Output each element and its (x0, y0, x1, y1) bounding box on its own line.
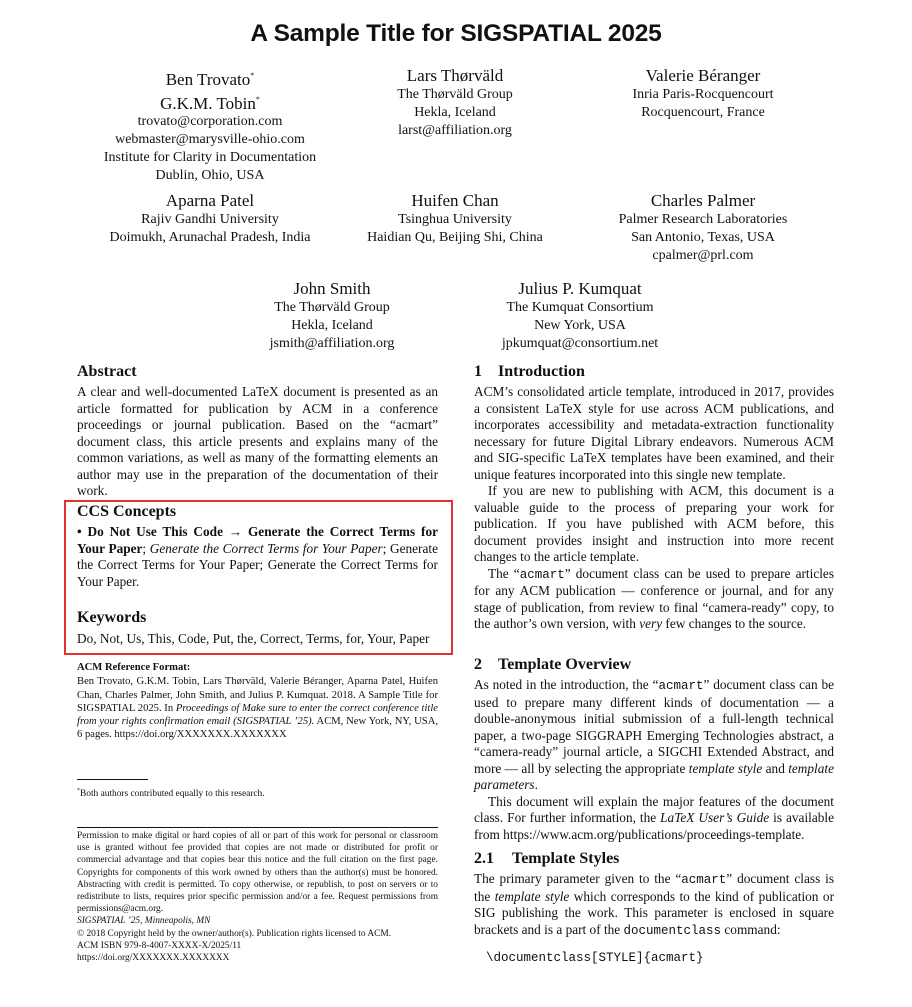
template-styles-heading: 2.1 Template Styles (474, 850, 620, 867)
footnote (77, 785, 438, 800)
author-name: Julius P. Kumquat (518, 279, 642, 298)
author-affiliation: Institute for Clarity in Documentation (103, 150, 317, 165)
latex-logo: LaTeX (569, 450, 607, 465)
intro-paragraph-3: The “acmart” document class can be used to prepare articles for any ACM publication — conference or journal, and for any stage of publication, from review to final “camera-ready” copy, to the author’s own version, with very few changes to the source. (474, 565, 834, 631)
paper-title: A Sample Title for SIGSPATIAL 2025 (250, 20, 662, 47)
code-inline: acmart (681, 873, 727, 887)
footnote-mark: * (77, 788, 80, 794)
author-affiliation: Inria Paris-Rocquencourt (632, 86, 774, 102)
code-block: \documentclass[STYLE]{acmart} (486, 951, 704, 965)
ccs-bullet: • (77, 524, 82, 539)
keywords-text: Do, Not, Us, This, Code, Put, the, Correct, Terms, for, Your, Paper (77, 631, 430, 646)
author-block-kumquat (475, 279, 685, 353)
author-affiliation: The Kumquat Consortium (506, 299, 654, 315)
footnote-rule (77, 779, 148, 780)
author-affiliation: The Thørväld Group (274, 299, 390, 315)
author-email: jsmith@affiliation.org (269, 335, 395, 351)
author-name: Charles Palmer (650, 191, 756, 210)
reference-format-section (77, 661, 438, 742)
latex-logo: LaTeX (545, 400, 583, 416)
author-location: Dublin, Ohio, USA (155, 168, 265, 183)
author-name: Huifen Chan (411, 191, 499, 210)
author-block-smith (232, 279, 432, 353)
ccs-heading: CCS Concepts (77, 503, 177, 520)
abstract-section (77, 362, 438, 500)
author-email: cpalmer@prl.com (652, 247, 754, 263)
permission-rule (77, 827, 438, 828)
author-affiliation: The Thørväld Group (397, 86, 513, 102)
author-name: Valerie Béranger (645, 66, 761, 85)
author-block-patel (80, 191, 340, 247)
author-name: Ben Trovato* (165, 70, 255, 89)
author-block-beranger (588, 66, 818, 122)
template-styles-section (474, 849, 834, 965)
author-location: Doimukh, Arunachal Pradesh, India (109, 229, 311, 245)
ccs-text: • Do Not Use This Code → Generate the Correct Terms for Your Paper; Generate the Correct Terms for Your Paper; Generate the Correct Terms for Your Paper; Generate the Correct Terms for Your Paper. (77, 524, 438, 589)
section-number: 2.1 (474, 850, 494, 867)
footnote-text: Both authors contributed equally to this research. (80, 789, 265, 799)
author-block-thorvald (345, 66, 565, 140)
ccs-secondary-concept: Generate the Correct Terms for Your Paper (149, 540, 383, 556)
author-block-chan (345, 191, 565, 247)
code-inline: documentclass (623, 923, 722, 938)
author-affiliation: Tsinghua University (398, 211, 512, 227)
code-inline: acmart (658, 679, 704, 693)
section-number: 2 (474, 656, 482, 673)
author-location: New York, USA (534, 317, 626, 333)
overview-paragraph-1: As noted in the introduction, the “acmart” document class can be used to prepare many different kinds of documentation — a double-anonymous initial submission of a full-length technical paper, a two-page SIGGRAPH Emerging Technologies abstract, a “camera-ready” journal article, a SIGCHI Extended Abstract, and more — all by selecting the appropriate template style and template parameters. (474, 677, 835, 792)
author-location: Rocquencourt, France (641, 104, 765, 120)
author-name: G.K.M. Tobin* (160, 93, 260, 113)
author-email: webmaster@marysville-ohio.com (115, 132, 305, 147)
author-location: San Antonio, Texas, USA (631, 229, 775, 245)
introduction-section (474, 362, 834, 633)
reference-format-text: Ben Trovato, G.K.M. Tobin, Lars Thørväld, Valerie Béranger, Aparna Patel, Huifen Chan, Charles Palmer, John Smith, and Julius P. Kumquat. 2018. A Sample Title for SIGSPATIAL 2025. In Proceedings of Make sure to enter the correct conference title from your rights confirmation email (SIGSPATIAL ’25). ACM, New York, NY, USA, 6 pages. https://doi.org/XXXXXXX.XXXXXXX (77, 676, 438, 741)
author-affiliation: Rajiv Gandhi University (141, 211, 279, 227)
author-affiliation: Palmer Research Laboratories (618, 211, 788, 227)
author-location: Haidian Qu, Beijing Shi, China (367, 229, 543, 245)
author-name: Lars Thørväld (406, 66, 504, 85)
footnote-mark: * (255, 94, 260, 104)
template-overview-heading: 2 Template Overview (474, 656, 632, 673)
ccs-primary-concept: Do Not Use This Code → Generate the Correct Terms for Your Paper (77, 524, 438, 556)
permission-text: Permission to make digital or hard copies of all or part of this work for personal or classroom use is granted without fee provided that copies are not made or distributed for profit or commercial advantage and that copies bear this notice and the full citation on the first page. Copyrights for components of this work owned by others than the author(s) must be honored. Abstracting with credit is permitted. To copy otherwise, or republish, to post on servers or to redistribute to lists, requires prior specific permission and/or a fee. Request permissions from permissions@acm.org. (77, 831, 438, 915)
abstract-heading: Abstract (77, 363, 137, 380)
template-overview-section (474, 655, 834, 843)
abstract-text: A clear and well-documented LaTeX document is presented as an article formatted for publication by ACM in a conference proceedings or journal publication. Based on the “acmart” document class, this article presents and explains many of the common variations, as well as many of the formatting elements an author may use in the preparation of the documentation of their work. (77, 384, 439, 498)
author-block-trovato-tobin (80, 66, 340, 185)
author-name: John Smith (293, 279, 371, 298)
overview-paragraph-2: This document will explain the major features of the document class. For further information, the LaTeX User’s Guide is available from https://www.acm.org/publications/proceedings-template. (474, 793, 834, 842)
author-name: Aparna Patel (165, 191, 255, 210)
intro-paragraph-2: If you are new to publishing with ACM, this document is a valuable guide to the process of preparing your work for publication. If you have published with ACM before, this document provides insight and instruction into more recent changes to the article template. (474, 483, 834, 564)
isbn-text: ACM ISBN 979-8-4007-XXXX-X/2025/11 (77, 940, 242, 951)
introduction-heading: 1 Introduction (474, 363, 585, 380)
reference-format-heading: ACM Reference Format: (77, 662, 191, 673)
author-email: trovato@corporation.com (137, 114, 283, 129)
styles-paragraph-1: The primary parameter given to the “acmart” document class is the template style which corresponds to the kind of publication or SIG publishing the work. This parameter is enclosed in square brackets and is a part of the documentclass command: (474, 871, 834, 938)
intro-paragraph-1: ACM’s consolidated article template, introduced in 2017, provides a consistent LaTeX style for use across ACM publications, and incorporates accessibility and metadata-extraction functionality necessary for future Digital Library endeavors. Numerous ACM and SIG-specific LaTeX templates have been examined, and their unique features incorporated into this single new template. (474, 384, 834, 482)
permission-block (77, 830, 438, 964)
copyright-text: © 2018 Copyright held by the owner/author(s). Publication rights licensed to ACM. (77, 928, 392, 939)
latex-logo: LaTeX (241, 384, 279, 399)
code-inline: acmart (519, 567, 565, 582)
author-email: jpkumquat@consortium.net (501, 335, 659, 351)
doi-link[interactable]: https://doi.org/XXXXXXX.XXXXXXX (77, 953, 230, 964)
section-number: 1 (474, 363, 482, 380)
ccs-section (77, 502, 438, 648)
author-block-palmer (588, 191, 818, 265)
footnote-mark: * (250, 71, 255, 80)
author-location: Hekla, Iceland (414, 104, 496, 120)
author-email: larst@affiliation.org (398, 122, 512, 138)
author-location: Hekla, Iceland (291, 317, 373, 333)
keywords-heading: Keywords (77, 609, 147, 626)
venue-text: SIGSPATIAL ’25, Minneapolis, MN (77, 916, 211, 927)
